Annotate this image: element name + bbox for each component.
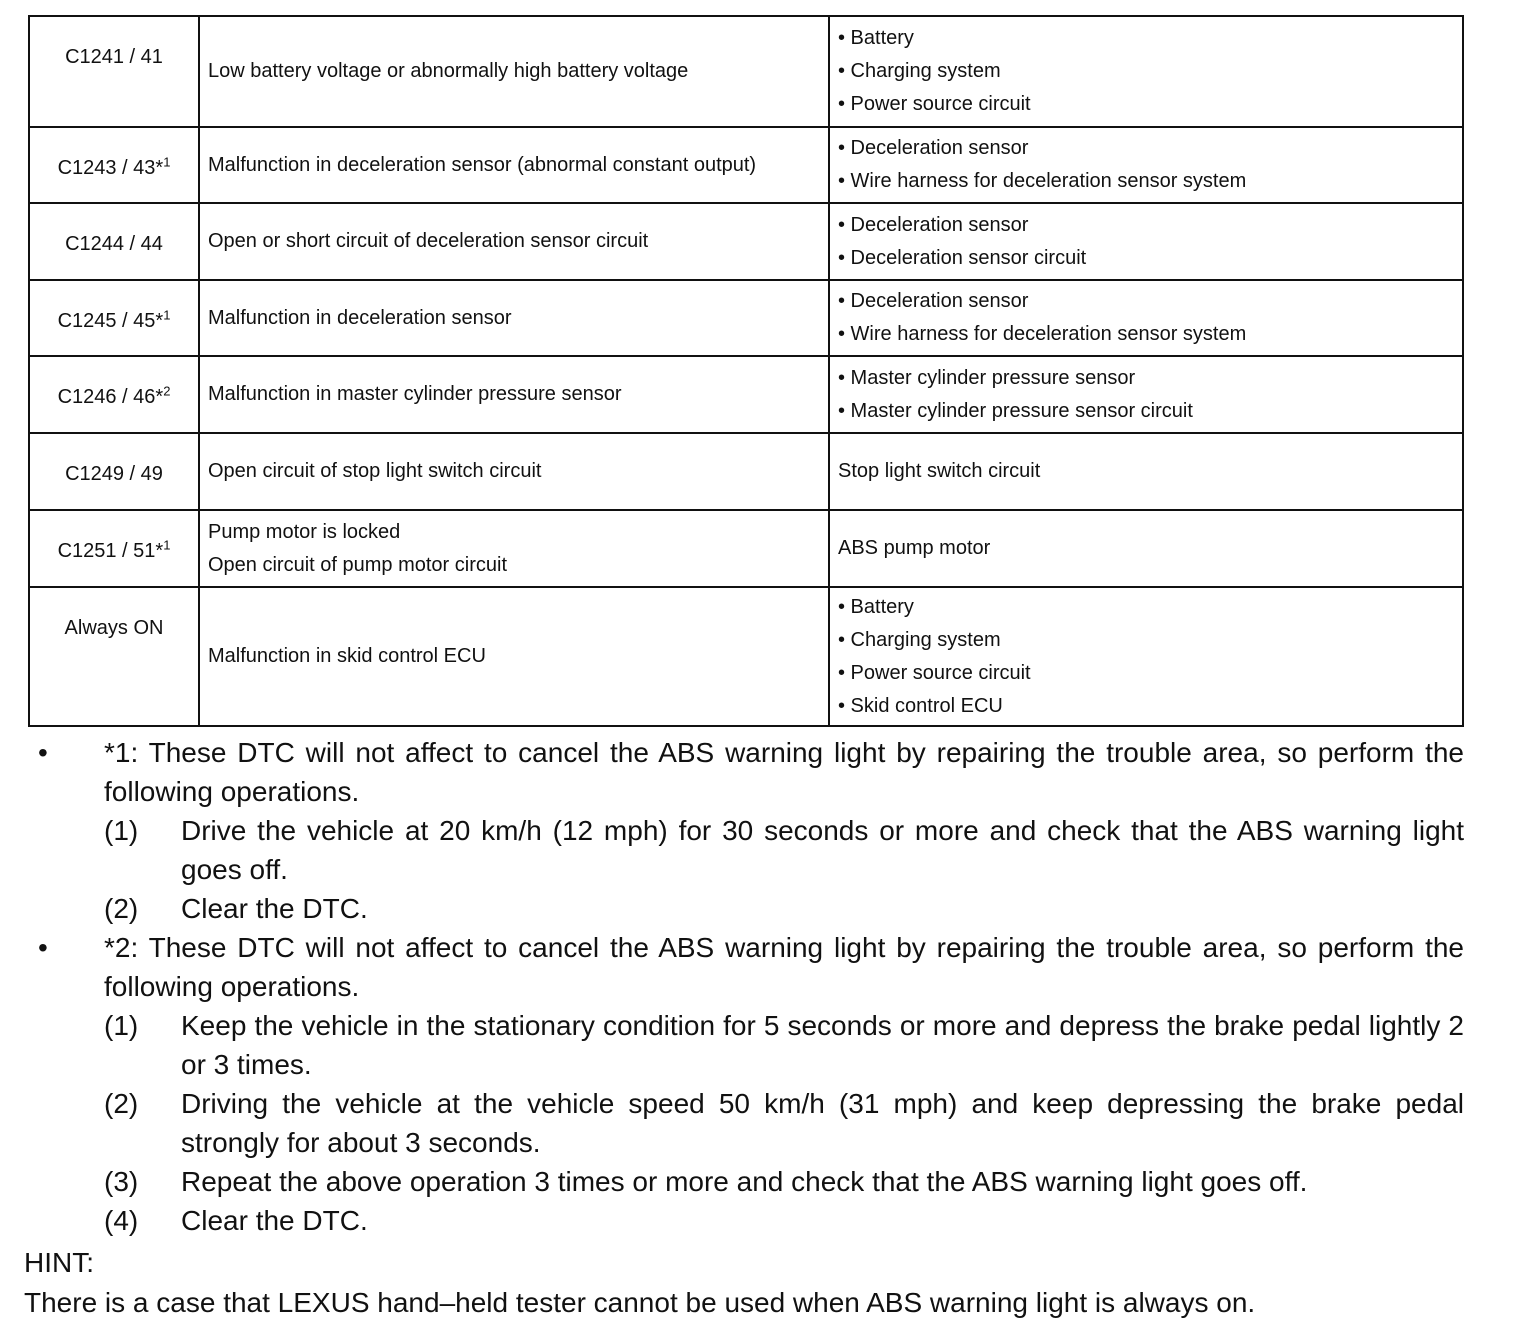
dtc-code: C1246 / 46* xyxy=(57,386,164,408)
detection-item-line: Malfunction in deceleration sensor xyxy=(208,306,512,329)
dtc-code: C1243 / 43* xyxy=(57,157,164,179)
dtc-code: C1245 / 45* xyxy=(57,310,164,332)
table-row xyxy=(29,280,1463,356)
trouble-area-cell xyxy=(829,356,1463,433)
footnote-marker: 2 xyxy=(163,383,171,399)
trouble-area-cell xyxy=(829,16,1463,127)
dtc-code-cell xyxy=(29,280,199,356)
detection-item-line: Open circuit of pump motor circuit xyxy=(208,553,507,576)
trouble-area-line: Stop light switch circuit xyxy=(838,460,1041,482)
detection-item-cell xyxy=(199,16,829,127)
dtc-code-cell xyxy=(29,16,199,127)
procedure-step xyxy=(104,1162,1464,1201)
dtc-code: C1244 / 44 xyxy=(65,233,163,255)
trouble-area-line: • Wire harness for deceleration sensor system xyxy=(838,323,1247,345)
hint-title: HINT: xyxy=(24,1247,94,1278)
dtc-code-cell xyxy=(29,510,199,587)
trouble-area-line: • Battery xyxy=(838,27,914,49)
detection-item-cell xyxy=(199,280,829,356)
hint-text: There is a case that LEXUS hand–held tester cannot be used when ABS warning light is always on. xyxy=(24,1287,1256,1318)
table-row xyxy=(29,203,1463,280)
trouble-area-line: • Power source circuit xyxy=(838,661,1031,684)
detection-item-cell xyxy=(199,203,829,280)
procedure-step xyxy=(104,811,1464,889)
trouble-area-line: ABS pump motor xyxy=(838,537,991,559)
dtc-code: C1251 / 51* xyxy=(57,540,164,562)
trouble-area-line: • Skid control ECU xyxy=(838,694,1003,717)
step-number: (3) xyxy=(104,1166,139,1197)
step-text: Keep the vehicle in the stationary condition for 5 seconds or more and depress the brake pedal lightly 2 or 3 times. xyxy=(181,1010,1464,1080)
detection-item-line: Low battery voltage or abnormally high battery voltage xyxy=(208,60,689,82)
procedure-step xyxy=(104,889,1464,928)
footnote-item xyxy=(24,733,1464,811)
dtc-code-cell xyxy=(29,203,199,280)
step-number: (2) xyxy=(104,893,139,924)
detection-item-line: Malfunction in skid control ECU xyxy=(208,645,486,667)
footnote-marker: 1 xyxy=(163,537,171,553)
procedure-step xyxy=(104,1201,1464,1240)
detection-item-cell xyxy=(199,510,829,587)
detection-item-cell xyxy=(199,127,829,203)
detection-item-line: Pump motor is locked xyxy=(208,520,401,543)
detection-item-line: Malfunction in master cylinder pressure sensor xyxy=(208,383,622,405)
table-row xyxy=(29,16,1463,127)
step-number: (1) xyxy=(104,815,139,846)
dtc-code: Always ON xyxy=(64,617,164,639)
trouble-area-cell xyxy=(829,587,1463,726)
footnote-marker: 1 xyxy=(163,307,171,323)
detection-item-line: Open or short circuit of deceleration sensor circuit xyxy=(208,230,649,252)
dtc-table xyxy=(28,15,1464,727)
step-number: (4) xyxy=(104,1205,139,1236)
detection-item-cell xyxy=(199,587,829,726)
footnote-marker: 1 xyxy=(163,154,171,170)
dtc-code-cell xyxy=(29,433,199,510)
table-row xyxy=(29,510,1463,587)
trouble-area-line: • Power source circuit xyxy=(838,93,1031,115)
trouble-area-line: • Master cylinder pressure sensor xyxy=(838,366,1136,389)
step-text: Driving the vehicle at the vehicle speed 50 km/h (31 mph) and keep depressing the brake pedal strongly for about 3 seconds. xyxy=(181,1088,1464,1158)
trouble-area-cell xyxy=(829,203,1463,280)
trouble-area-line: • Deceleration sensor xyxy=(838,290,1029,312)
trouble-area-line: • Master cylinder pressure sensor circuit xyxy=(838,399,1193,422)
step-text: Drive the vehicle at 20 km/h (12 mph) for 30 seconds or more and check that the ABS warning light goes off. xyxy=(181,815,1464,885)
procedure-step xyxy=(104,1006,1464,1084)
bullet-icon: • xyxy=(38,737,48,768)
detection-item-cell xyxy=(199,433,829,510)
trouble-area-line: • Deceleration sensor circuit xyxy=(838,246,1087,269)
step-number: (1) xyxy=(104,1010,139,1041)
step-text: Clear the DTC. xyxy=(181,893,368,924)
dtc-code: C1241 / 41 xyxy=(65,46,163,68)
detection-item-line: Malfunction in deceleration sensor (abnormal constant output) xyxy=(208,153,757,176)
step-text: Repeat the above operation 3 times or more and check that the ABS warning light goes off. xyxy=(181,1166,1308,1197)
step-number: (2) xyxy=(104,1088,139,1119)
table-row xyxy=(29,587,1463,726)
footnote-text: *1: These DTC will not affect to cancel the ABS warning light by repairing the trouble area, so perform the following operations. xyxy=(104,737,1464,807)
trouble-area-line: • Deceleration sensor xyxy=(838,137,1029,159)
footnote-text: *2: These DTC will not affect to cancel the ABS warning light by repairing the trouble area, so perform the following operations. xyxy=(104,932,1464,1002)
bullet-icon: • xyxy=(38,932,48,963)
trouble-area-line: • Charging system xyxy=(838,60,1001,82)
procedure-step xyxy=(104,1084,1464,1162)
step-text: Clear the DTC. xyxy=(181,1205,368,1236)
table-row xyxy=(29,356,1463,433)
table-row xyxy=(29,433,1463,510)
dtc-code: C1249 / 49 xyxy=(65,463,163,485)
trouble-area-line: • Charging system xyxy=(838,628,1001,651)
table-row xyxy=(29,127,1463,203)
detection-item-cell xyxy=(199,356,829,433)
trouble-area-cell xyxy=(829,433,1463,510)
dtc-code-cell xyxy=(29,127,199,203)
dtc-code-cell xyxy=(29,587,199,726)
dtc-code-cell xyxy=(29,356,199,433)
trouble-area-cell xyxy=(829,510,1463,587)
notes-section xyxy=(24,733,1464,1240)
trouble-area-cell xyxy=(829,280,1463,356)
trouble-area-line: • Wire harness for deceleration sensor system xyxy=(838,170,1247,192)
footnote-item xyxy=(24,928,1464,1006)
trouble-area-cell xyxy=(829,127,1463,203)
detection-item-line: Open circuit of stop light switch circuit xyxy=(208,460,542,482)
trouble-area-line: • Deceleration sensor xyxy=(838,213,1029,236)
trouble-area-line: • Battery xyxy=(838,595,914,618)
